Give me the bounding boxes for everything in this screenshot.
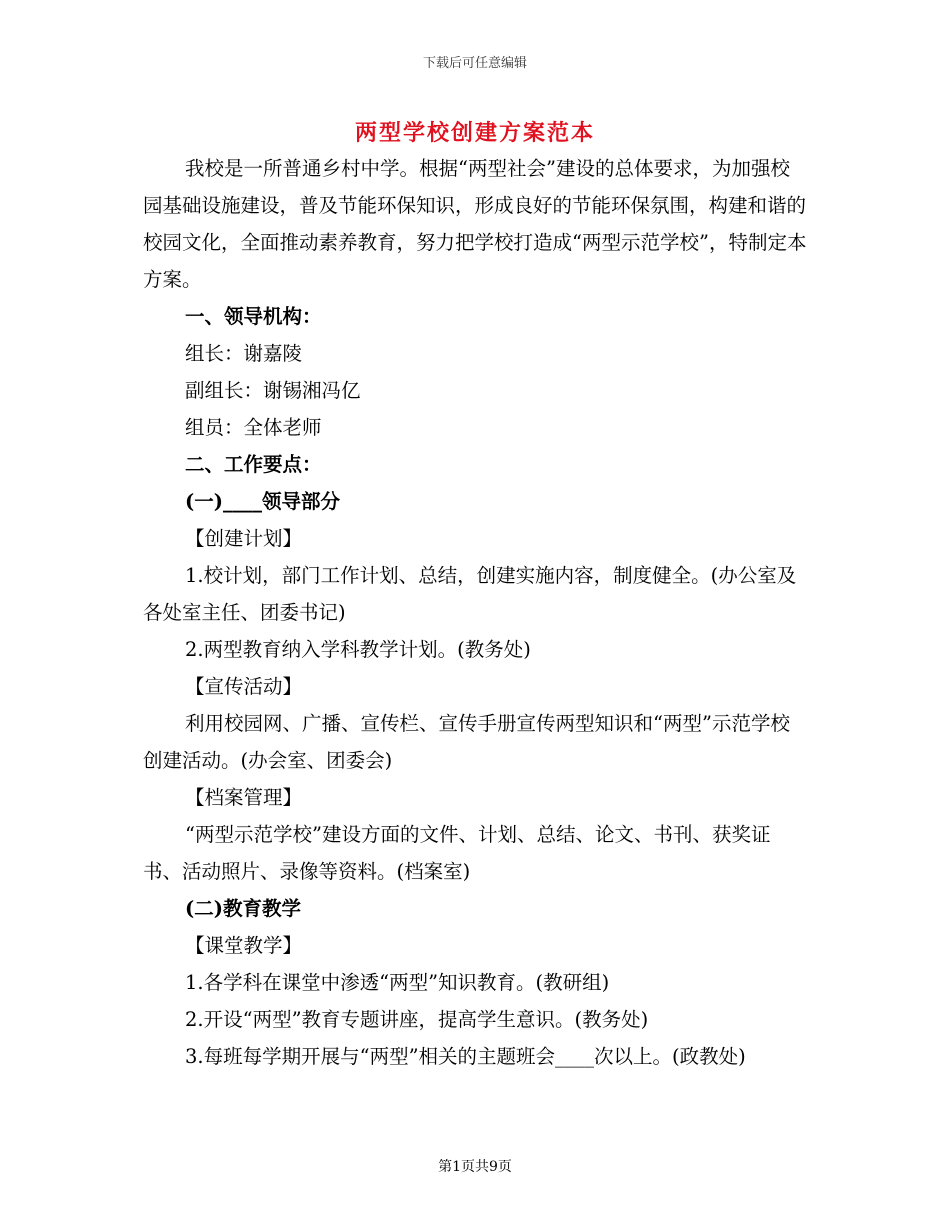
section-heading-work-points: 二、工作要点：: [185, 453, 322, 476]
section-heading-leadership: 一、领导机构：: [185, 305, 322, 328]
members-line: 组员：全体老师: [185, 416, 322, 439]
page-footer: 第1页共9页: [438, 1159, 512, 1175]
document-body: [143, 150, 808, 1075]
subsection-heading-leadership-part: (一)____领导部分: [185, 490, 340, 513]
intro-paragraph: 我校是一所普通乡村中学。根据“两型社会”建设的总体要求，为加强校园基础设施建设，普及节能环保知识，形成良好的节能环保氛围，构建和谐的校园文化，全面推动素养教育，努力把学校打造成“两型示范学校”，特制定本方案。: [143, 157, 807, 291]
archives-paragraph: “两型示范学校”建设方面的文件、计划、总结、论文、书刊、获奖证书、活动照片、录像等资料。(档案室): [143, 823, 771, 883]
bracket-heading-publicity: 【宣传活动】: [185, 675, 303, 698]
bracket-heading-classroom: 【课堂教学】: [185, 934, 303, 957]
classroom-item-1: 1.各学科在课堂中渗透“两型”知识教育。(教研组): [185, 971, 610, 994]
leader-line: 组长：谢嘉陵: [185, 342, 303, 365]
plan-item-2: 2.两型教育纳入学科教学计划。(教务处): [185, 638, 531, 661]
classroom-item-3: 3.每班每学期开展与“两型”相关的主题班会____次以上。(政教处): [185, 1045, 746, 1068]
publicity-paragraph: 利用校园网、广播、宣传栏、宣传手册宣传两型知识和“两型”示范学校创建活动。(办会室、团委会): [143, 712, 790, 772]
bracket-heading-archives: 【档案管理】: [185, 786, 303, 809]
deputy-leader-line: 副组长：谢锡湘冯亿: [185, 379, 361, 402]
bracket-heading-plan: 【创建计划】: [185, 527, 303, 550]
page-header: 下载后可任意编辑: [422, 56, 527, 71]
plan-item-1: 1.校计划，部门工作计划、总结，创建实施内容，制度健全。(办公室及各处室主任、团委书记): [143, 564, 797, 624]
document-title: 两型学校创建方案范本: [354, 120, 595, 146]
subsection-heading-teaching: (二)教育教学: [185, 897, 301, 920]
classroom-item-2: 2.开设“两型”教育专题讲座，提高学生意识。(教务处): [185, 1008, 649, 1031]
